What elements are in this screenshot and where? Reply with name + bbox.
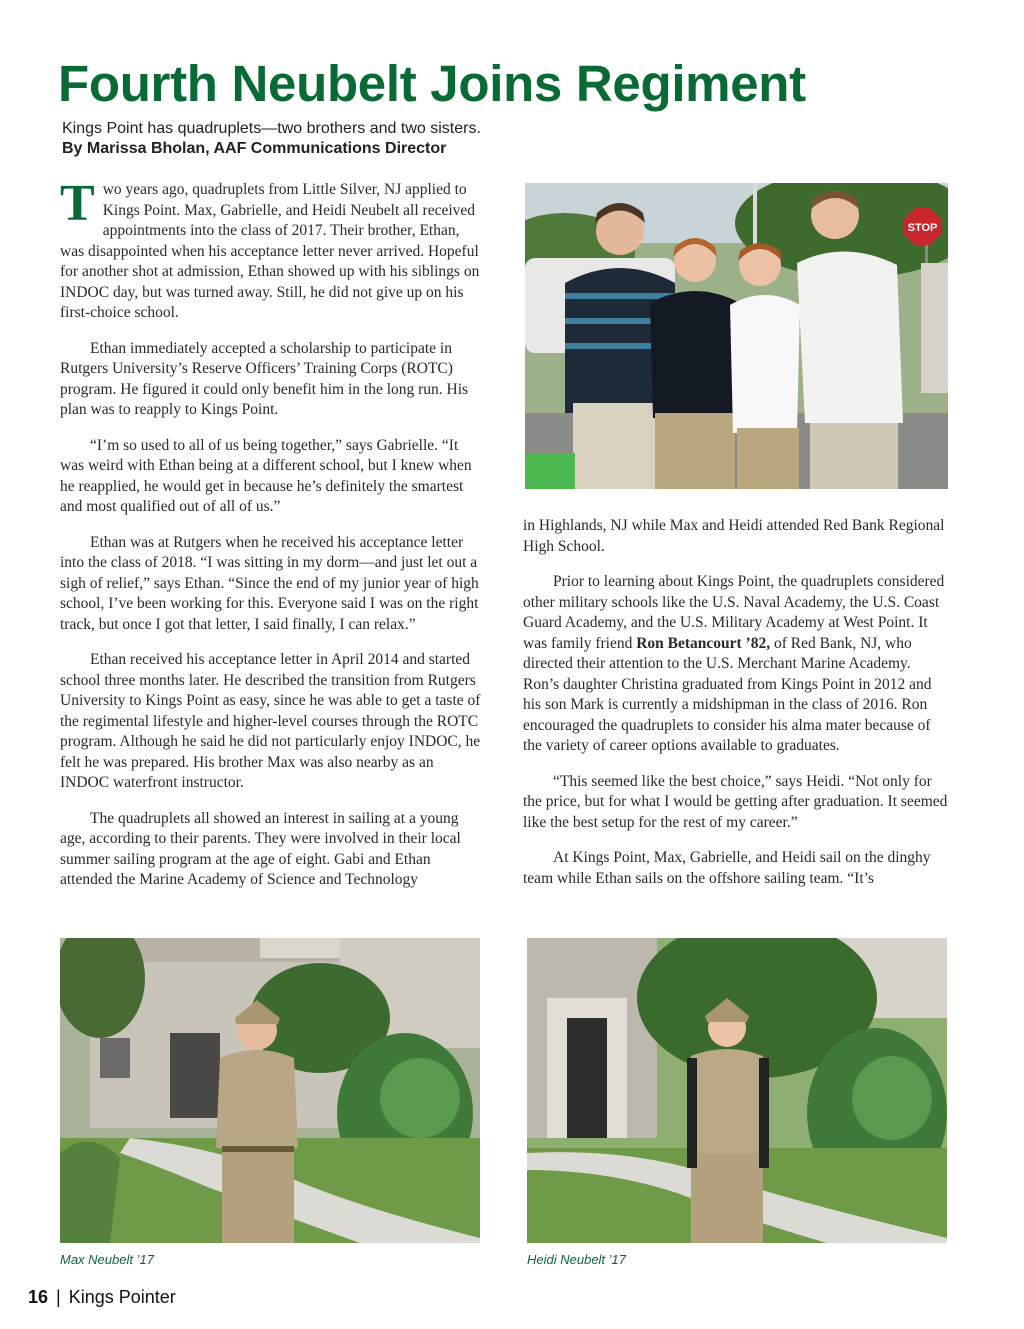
paragraph-7-text-a: Prior to learning about Kings Point, the quadruplets considered other military schools like the U.S. Naval Academy, the U.S. Coast Guard Academy, and the U.S. Military Academy at West Point. It was family friend (523, 573, 945, 652)
paragraph-1 (60, 175, 484, 324)
footer-separator: | (56, 1287, 61, 1307)
paragraph-8: “This seemed like the best choice,” says Heidi. “Not only for the price, but for what I would be getting after graduation. It seemed like the best setup for the rest of my career.” (523, 772, 948, 831)
heidi-neubelt-illustration (527, 938, 947, 1243)
article-column-right (523, 516, 949, 904)
paragraph-4: Ethan was at Rutgers when he received his acceptance letter into the class of 2018. “I was sitting in my dorm—and just let out a sigh of relief,” says Ethan. “Since the end of my junior year of high school, I’ve been working for this. Everyone said I was on the right track, but once I got that letter, I said finally, I can relax.” (60, 533, 479, 633)
article-column-left (60, 175, 484, 906)
caption-heidi: Heidi Neubelt ’17 (527, 1252, 627, 1267)
stop-sign-text: STOP (907, 222, 938, 234)
max-neubelt-photo (60, 938, 480, 1243)
alumnus-name: Ron Betancourt ’82, (636, 634, 771, 652)
page-footer (28, 1286, 176, 1308)
caption-max: Max Neubelt ’17 (60, 1252, 154, 1267)
paragraph-7-text-b: of Red Bank, NJ, who directed their attention to the U.S. Merchant Marine Academy. Ron’s daughter Christina graduated from Kings Point in 2012 and his son Mark is currently a midshipman in the class of 2016. Ron encouraged the quadruplets to consider his alma mater because of the variety of career options available to graduates. (523, 634, 932, 754)
paragraph-6-continued: in Highlands, NJ while Max and Heidi attended Red Bank Regional High School. (523, 517, 945, 555)
paragraph-2: Ethan immediately accepted a scholarship to participate in Rutgers University’s Reserve Officers’ Training Corps (ROTC) program. He figured it could only benefit him in the long run. His plan was to reapply to Kings Point. (60, 339, 469, 418)
article-byline: By Marissa Bholan, AAF Communications Director (62, 140, 447, 157)
publication-name: Kings Pointer (68, 1287, 176, 1307)
paragraph-7 (523, 572, 949, 757)
article-title: Fourth Neubelt Joins Regiment (58, 55, 806, 112)
article-subtitle: Kings Point has quadruplets—two brothers and two sisters. (62, 120, 481, 137)
heidi-neubelt-photo (527, 938, 947, 1243)
max-neubelt-illustration (60, 938, 480, 1243)
drop-cap: T (60, 175, 95, 232)
paragraph-1-text: wo years ago, quadruplets from Little Silver, NJ applied to Kings Point. Max, Gabrielle, and Heidi Neubelt all received appointments into the class of 2017. Their brother, Ethan, was disappointed when his acceptance letter never arrived. Hopeful for another shot at admission, Ethan showed up with his siblings on INDOC day, but was turned away. Still, he did not give up on his first-choice school. (60, 181, 480, 321)
quadruplets-photo (525, 183, 948, 489)
paragraph-6: The quadruplets all showed an interest in sailing at a young age, according to their parents. They were involved in their local summer sailing program at the age of eight. Gabi and Ethan attended the Marine Academy of Science and Technology (60, 809, 461, 888)
page-number: 16 (28, 1287, 49, 1307)
paragraph-3: “I’m so used to all of us being together,” says Gabrielle. “It was weird with Ethan being at a different school, but I knew when he reapplied, he would get in because he’s definitely the smartest and most qualified out of all of us.” (60, 436, 472, 515)
paragraph-5: Ethan received his acceptance letter in April 2014 and started school three months later. He described the transition from Rutgers University to Kings Point as easy, since he was able to get a taste of the regimental lifestyle and higher-level courses through the ROTC program. Although he said he did not particularly enjoy INDOC, he felt he was prepared. His brother Max was also nearby as an INDOC waterfront instructor. (60, 651, 481, 791)
paragraph-9: At Kings Point, Max, Gabrielle, and Heidi sail on the dinghy team while Ethan sails on the offshore sailing team. “It’s (523, 849, 931, 887)
quadruplets-illustration (525, 183, 948, 489)
